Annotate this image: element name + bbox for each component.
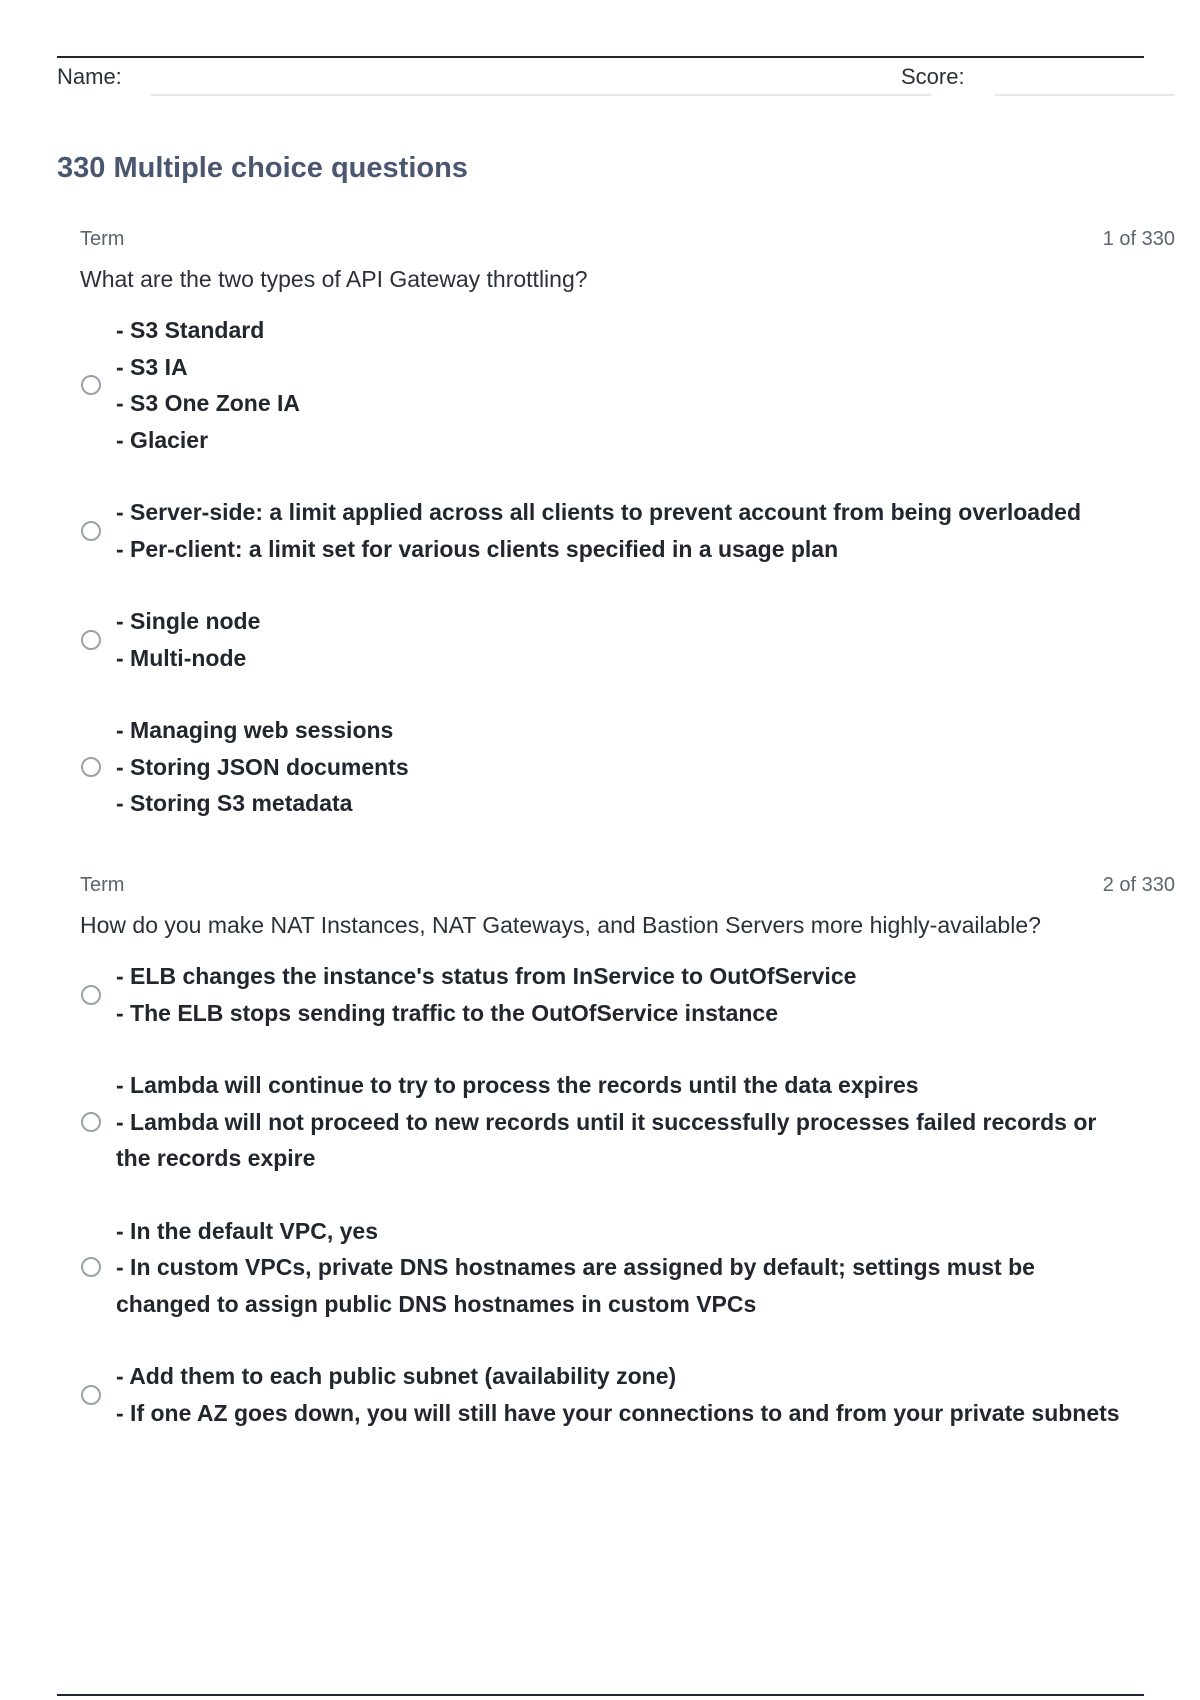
answer-options [80,312,1175,822]
answer-text [116,712,415,822]
term-label: Term [80,874,125,896]
answer-line: - Lambda will not proceed to new records until it successfully processes failed records or [116,1108,1097,1135]
question-2 [80,872,1175,1431]
radio-button[interactable] [81,630,101,650]
answer-option[interactable] [80,1213,1175,1323]
answer-line: - The ELB stops sending traffic to the OutOfService instance [116,999,778,1026]
question-text: How do you make NAT Instances, NAT Gateways, and Bastion Servers more highly-available? [80,912,1041,938]
answer-option[interactable] [80,1067,1175,1177]
answer-text [116,603,266,676]
answer-line: - In custom VPCs, private DNS hostnames are assigned by default; settings must be [116,1254,1035,1280]
question-text: What are the two types of API Gateway throttling? [80,266,588,292]
answer-option[interactable] [80,712,1175,822]
radio-button[interactable] [81,1257,101,1277]
answer-line: changed to assign public DNS hostnames in custom VPCs [116,1290,757,1317]
radio-button[interactable] [81,375,101,395]
question-header [80,226,1175,254]
answer-text [116,494,1087,567]
answer-option[interactable] [80,958,1175,1031]
bottom-rule [57,1694,1144,1696]
answer-line: - Single node [116,608,261,634]
answer-line: - If one AZ goes down, you will still have your connections to and from your private subnets [116,1399,1120,1426]
answer-option[interactable] [80,312,1175,458]
answer-line: - Server-side: a limit applied across all clients to prevent account from being overloaded [116,499,1081,525]
answer-line: - Add them to each public subnet (availability zone) [116,1363,677,1389]
score-field[interactable] [995,94,1175,96]
answer-line: - ELB changes the instance's status from InService to OutOfService [116,963,857,989]
name-field[interactable] [151,94,931,96]
answer-line: - S3 IA [116,353,188,380]
answer-text [116,958,862,1031]
radio-button[interactable] [81,1112,101,1132]
radio-button[interactable] [81,757,101,777]
answer-line: - S3 Standard [116,317,265,343]
answer-options [80,958,1175,1431]
answer-line: - Per-client: a limit set for various clients specified in a usage plan [116,535,839,562]
name-label: Name: [57,64,122,89]
section-title: 330 Multiple choice questions [57,152,468,184]
answer-text [116,312,306,458]
answer-text [116,1067,1102,1177]
question-counter: 2 of 330 [1102,874,1175,896]
term-label: Term [80,228,125,250]
answer-line: - S3 One Zone IA [116,390,301,416]
answer-text [116,1213,1041,1323]
question-header [80,872,1175,900]
answer-line: - Storing S3 metadata [116,790,353,816]
answer-option[interactable] [80,1358,1175,1431]
score-label: Score: [901,64,965,89]
radio-button[interactable] [81,521,101,541]
radio-button[interactable] [81,1385,101,1405]
answer-line: - Lambda will continue to try to process the records until the data expires [116,1072,919,1098]
answer-line: - Multi-node [116,644,247,671]
answer-option[interactable] [80,603,1175,676]
header-fields [57,64,1177,98]
answer-line: - Glacier [116,426,209,453]
radio-button[interactable] [81,985,101,1005]
answer-option[interactable] [80,494,1175,567]
question-1 [80,226,1175,822]
top-rule [57,56,1144,58]
answer-line: - In the default VPC, yes [116,1217,378,1244]
answer-text [116,1358,1126,1431]
answer-line: the records expire [116,1145,316,1171]
answer-line: - Managing web sessions [116,717,394,743]
answer-line: - Storing JSON documents [116,753,409,780]
question-counter: 1 of 330 [1102,228,1175,250]
